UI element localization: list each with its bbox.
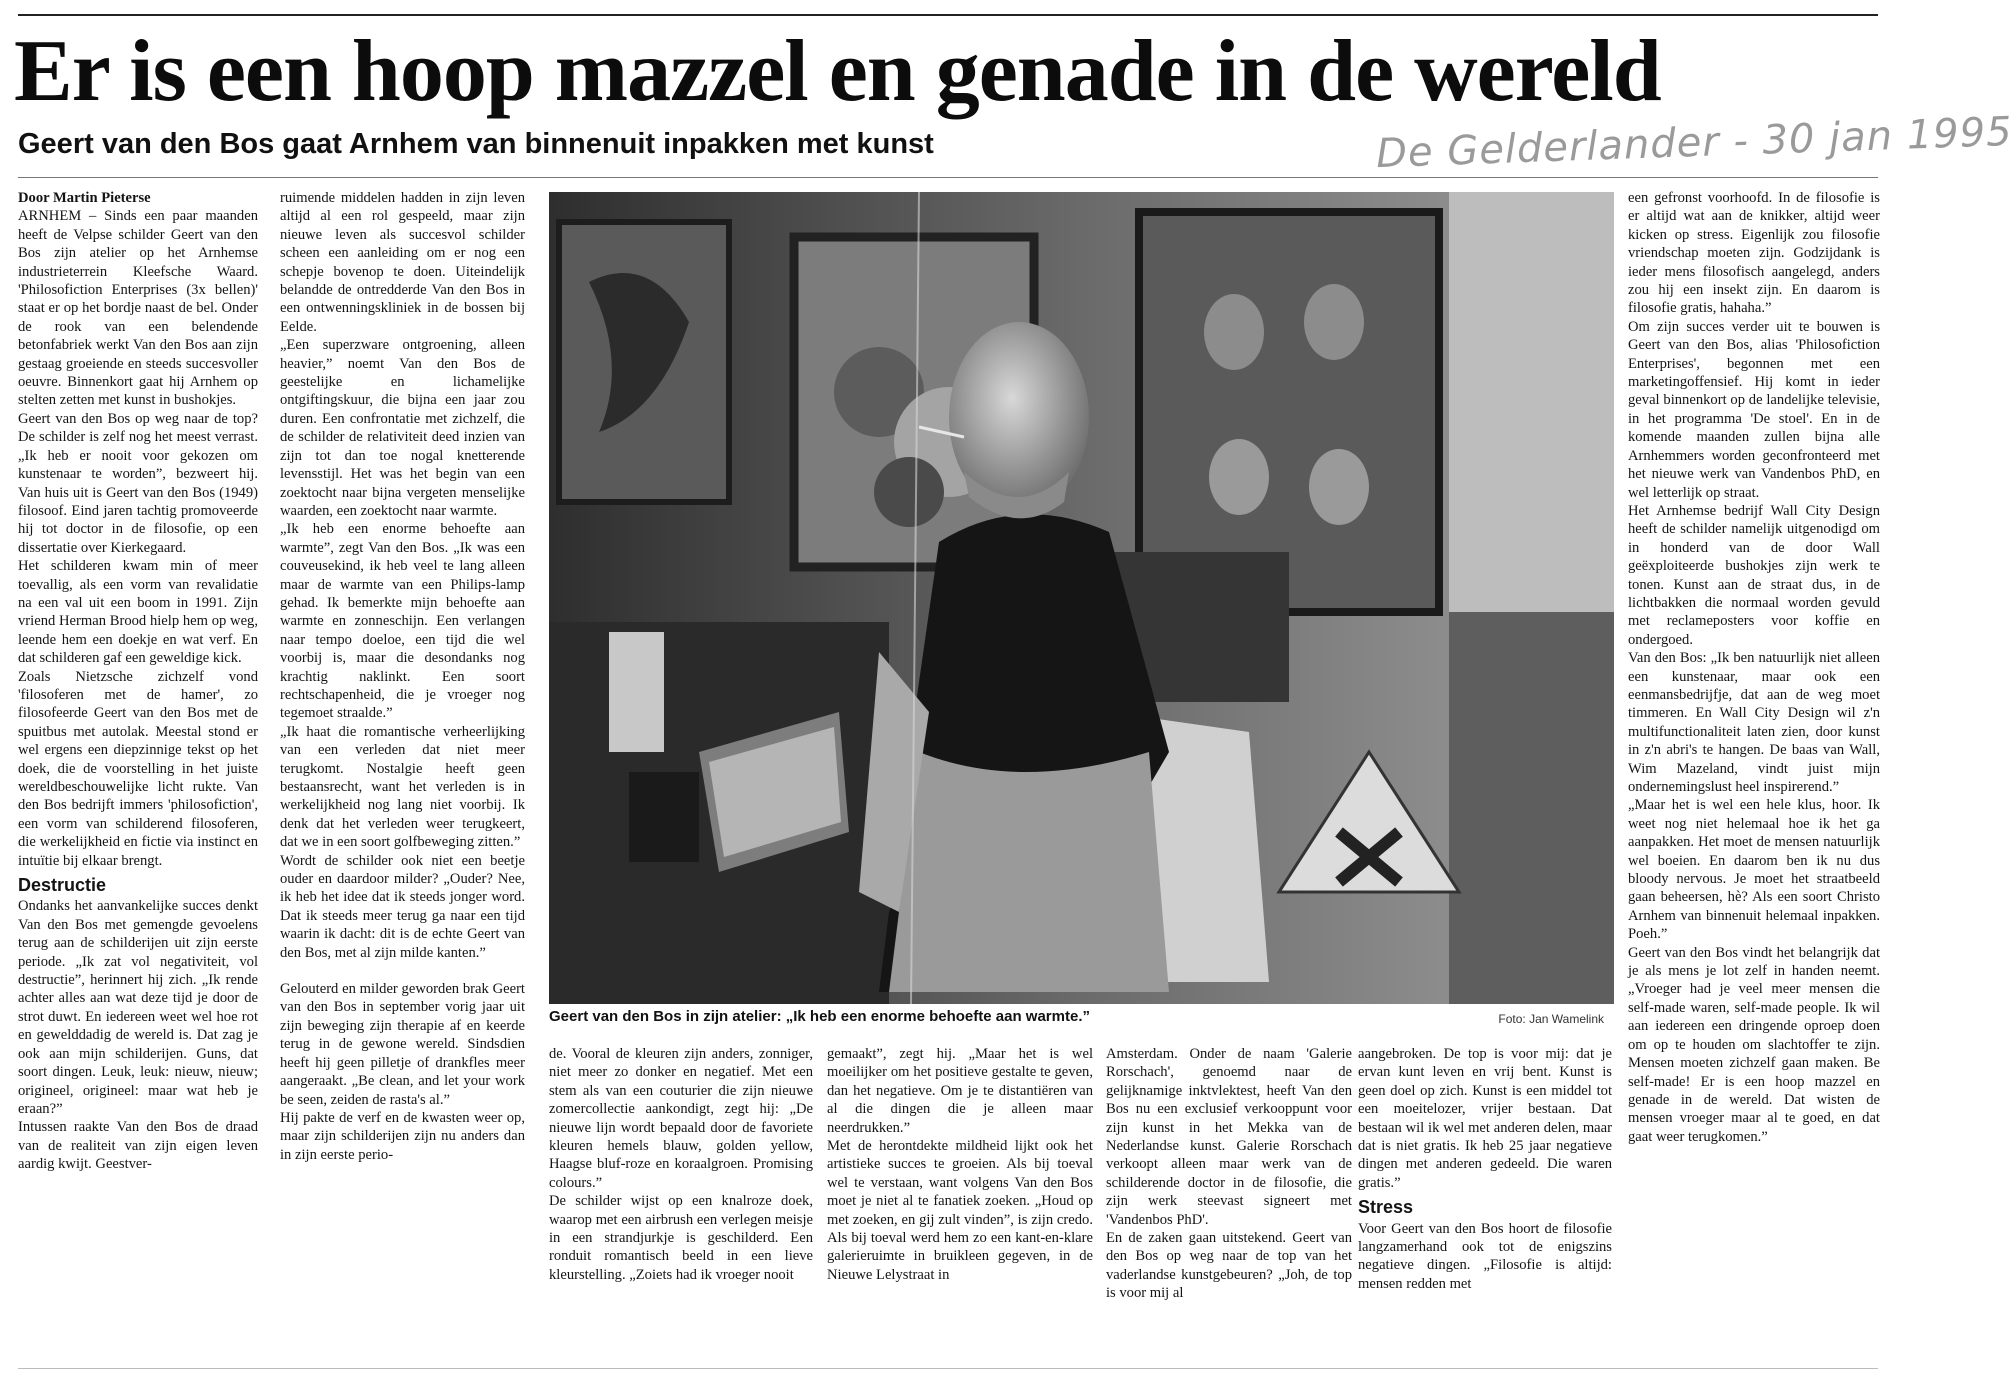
atelier-photo [549,192,1614,1004]
article-column-2 [280,189,525,1163]
top-rule [18,14,1878,16]
paragraph: Hij pakte de verf en de kwasten weer op, maar zijn schilderijen zijn nu anders dan in zijn eerste perio- [280,1109,525,1163]
section-heading-stress: Stress [1358,1197,1414,1218]
article-column-1 [18,189,258,1189]
bottom-rule [18,1368,1878,1369]
article-column-3 [1628,189,1880,1189]
paragraph: Geert van den Bos vindt het belangrijk dat je als mens je lot zelf in handen neemt. „Vroeger had je veel meer mensen die self-made waren, self-made people. Ik wil aan iedereen een dringende oproep doen om op te houden om slachtoffer te zijn. Mensen moeten zichzelf gaan maken. Be self-made! Er is een hoop mazzel en genade in de wereld. Dat wisten de mensen vroeger maar al te goed, en dat gaat weer terugkomen.” [1628,944,1880,1145]
paragraph: Zoals Nietzsche zichzelf vond 'filosoferen met de hamer', zo filosofeerde Geert van den Bos met de spuitbus met autolak. Meestal stond er wel ergens een diepzinnige tekst op het doek, die de voorstelling in het juiste wereldbeschouwelijke licht rukte. Van den Bos bedrijft immers 'philosofiction', een vorm van schilderend filosoferen, die werkelijkheid en fictie via instinct en intuïtie bij elkaar brengt. [18,668,258,869]
subheadline: Geert van den Bos gaat Arnhem van binnenuit inpakken met kunst [18,128,934,160]
headline: Er is een hoop mazzel en genade in de wereld [14,23,1661,120]
paragraph: aangebroken. De top is voor mij: dat je ervan kunt leven en vrij bent. Kunst is geen doel op zich. Kunst is een middel tot een moeitelozer, vrijer bestaan. Dat bestaan wil ik wel met anderen delen, maar dat is niet gratis. Ik heb 25 jaar negatieve dingen met anderen gedeeld. Die waren gratis.” [1358,1046,1612,1191]
photo-caption [549,1008,1614,1034]
article-column-4 [549,1045,813,1355]
photo-credit: Foto: Jan Wamelink [1498,1012,1604,1026]
paragraph: ARNHEM – Sinds een paar maanden heeft de Velpse schilder Geert van den Bos zijn atelier op het Arnhemse industrieterrein Kleefsche Waard. 'Philosofiction Enterprises (3x bellen)' staat er op het bordje naast de bel. Onder de rook van een belendende betonfabriek werkt Van den Bos aan zijn gestaag groeiende en steeds succesvoller oeuvre. Binnenkort gaat hij Arnhem op stelten zetten met kunst in bushokjes. [18,208,258,409]
paragraph: Met de herontdekte mildheid lijkt ook het artistieke succes te groeien. Als bij toeval wel te verstaan, want volgens Van den Bos moet je niet al te fanatiek zoeken. „Houd op met zoeken, en gij zult vinden”, is zijn credo. Als bij toeval werd hem zo een kant-en-klare galerieruimte in bruikleen gegeven, in de Nieuwe Lelystraat in [827,1138,1093,1283]
paragraph: Amsterdam. Onder de naam 'Galerie Rorschach', genoemd naar de gelijknamige inktvlektest, heeft Van den Bos nu een exclusief verkooppunt voor zijn kunst in het Mekka van de Nederlandse kunst. Galerie Rorschach verkoopt alleen maar werk van de schilderende doctor in de filosofie, die zijn werk steevast signeert met 'Vandenbos PhD'. [1106,1046,1352,1228]
header-rule [18,177,1878,178]
paragraph: Gelouterd en milder geworden brak Geert van den Bos in september vorig jaar uit zijn beweging zijn therapie af en keerde terug in de gewone wereld. Sindsdien heeft hij geen pilletje of drankfles meer aangeraakt. „Be clean, and let your work be seen, zeiden de rasta's al.” [280,981,525,1108]
byline: Door Martin Pieterse [18,190,151,206]
article-column-5 [827,1045,1093,1355]
paragraph: de. Vooral de kleuren zijn anders, zonniger, niet meer zo donker en negatief. Met een stem als van een couturier die zijn nieuwe zomercollectie aankondigt, zegt hij: „De nieuwe lijn wordt bepaald door de favoriete kleuren hemels blauw, golden yellow, Haagse bluf-roze en koraalgroen. Promising colours.” [549,1046,813,1191]
paragraph: Het Arnhemse bedrijf Wall City Design heeft de schilder namelijk uitgenodigd om in honderd van de door Wall geëxploiteerde bushokjes zijn werk te tonen. Kunst aan de straat dus, in de lichtbakken die normaal worden gevuld met reclameposters voor koffie en ondergoed. [1628,502,1880,648]
section-heading-destructie: Destructie [18,875,107,896]
article-column-7 [1358,1045,1612,1355]
paragraph: „Maar het is wel een hele klus, hoor. Ik weet nog niet helemaal hoe ik het ga aanpakken. Het moet de mensen natuurlijk wel boeien. En daarom ben ik nu dus bloody nervous. Je moet het straatbeeld gaan beheersen, hè? Als een soort Christo Arnhem van binnenuit helemaal inpakken. Poeh.” [1628,797,1880,943]
paragraph: gemaakt”, zegt hij. „Maar het is wel moeilijker om het positieve gestalte te geven, dan het negatieve. Om je te distantiëren van al die dingen die je alleen maar neerdrukken.” [827,1046,1093,1136]
paragraph: Van den Bos: „Ik ben natuurlijk niet alleen een kunstenaar, maar ook een eenmansbedrijfje, dat aan de weg moet timmeren. En Wall City Design wil z'n multifunctionaliteit laten zien, door kunst in z'n abri's te hangen. De baas van Wall, Wim Mazeland, vindt juist mijn ondernemingslust heel inspirerend.” [1628,650,1880,795]
paragraph: Geert van den Bos op weg naar de top? De schilder is zelf nog het meest verrast. „Ik heb er nooit voor gekozen om kunstenaar te worden”, bezweert hij. Van huis uit is Geert van den Bos (1949) filosoof. Eind jaren tachtig promoveerde hij tot doctor in de filosofie, op een dissertatie over Kierkegaard. [18,410,258,556]
handwritten-source-note: De Gelderlander - 30 jan 1995 [1375,108,2013,178]
paragraph: Om zijn succes verder uit te bouwen is Geert van den Bos, alias 'Philosofiction Enterprises', begonnen met een marketingoffensief. Hij komt in ieder geval binnenkort op de landelijke televisie, in het programma 'De stoel'. En in de komende maanden zullen bijna alle Arnhemmers worden geconfronteerd met het nieuwe werk van Vandenbos PhD, en wel letterlijk op straat. [1628,318,1880,501]
paragraph: „Ik heb een enorme behoefte aan warmte”, zegt Van den Bos. „Ik was een couveusekind, ik heb veel te lang alleen maar de warmte van een Philips-lamp gehad. Ik bemerkte mijn behoefte aan warmte en zonneschijn. Een verlangen naar tempo doeloe, een tijd die wel voorbij is, maar die desondanks nog krachtig naklinkt. Een soort rechtschapenheid, die je vroeger nog tegemoet straalde.” [280,521,525,722]
paragraph: Voor Geert van den Bos hoort de filosofie langzamerhand ook tot de enigszins negatieve dingen. „Filosofie is altijd: mensen redden met [1358,1220,1612,1292]
paragraph: Intussen raakte Van den Bos de draad van de realiteit van zijn eigen leven aardig kwijt. Geestver- [18,1119,258,1173]
paragraph: De schilder wijst op een knalroze doek, waarop met een airbrush een verlegen meisje in een strandjurkje is geschilderd. Een ronduit romantisch beeld in een lieve kleurstelling. „Zoiets had ik vroeger nooit [549,1193,813,1283]
article-column-6 [1106,1045,1352,1355]
paragraph: „Een superzware ontgroening, alleen heavier,” noemt Van den Bos de geestelijke en lichamelijke ontgiftingskuur, die bijna een jaar zou duren. Een confrontatie met zichzelf, die de schilder de relativiteit deed inzien van zijn tot dan toe nogal knetterende levensstijl. Het was het begin van een zoektocht naar bijna vergeten menselijke waarden, een zoektocht naar warmte. [280,337,525,519]
paragraph: „Ik haat die romantische verheerlijking van een verleden dat niet meer terugkomt. Nostalgie heeft geen bestaansrecht, want het verleden is in werkelijkheid nog lang niet voorbij. Ik denk dat het verleden weer terugkeert, dat we in een soort golfbeweging zitten.” [280,723,525,851]
paragraph: een gefronst voorhoofd. In de filosofie is er altijd wat aan de knikker, altijd weer kicken op stress. Eigenlijk zou filosofie vriendschap moeten zijn. Godzijdank is ieder mens filosofisch aangelegd, anders zou hij een insekt zijn. En daarom is filosofie gratis, hahaha.” [1628,190,1880,317]
paragraph: ruimende middelen hadden in zijn leven altijd al een rol gespeeld, maar zijn nieuwe leven als succesvol schilder scheen een aanleiding om er nog een schepje bovenop te doen. Uiteindelijk belandde de ontredderde Van den Bos in een ontwenningskliniek in de bossen bij Eelde. [280,190,525,335]
paragraph: Ondanks het aanvankelijke succes denkt Van den Bos met gemengde gevoelens terug aan de schilderijen uit zijn eerste periode. „Ik zat vol negativiteit, vol destructie”, herinnert hij zich. „Ik rende achter alles aan wat deze tijd je door de strot duwt. En iedereen weet wel hoe rot en gewelddadig de wereld is. Dat zag je ook aan mijn schilderijen. Guns, dat soort dingen. Leuk, leuk: nieuw, nieuw; origineel, origineel: maar wat heb je eraan?” [18,898,258,1117]
paragraph: Wordt de schilder ook niet een beetje ouder en daardoor milder? „Ouder? Nee, ik heb het idee dat ik steeds jonger word. Dat ik steeds meer terug ga naar een tijd waarin ik dacht: dit is de echte Geert van den Bos, met al zijn milde kanten.” [280,852,525,961]
caption-text: Geert van den Bos in zijn atelier: „Ik heb een enorme behoefte aan warmte.” [549,1008,1090,1025]
paragraph: Het schilderen kwam min of meer toevallig, als een vorm van revalidatie na een val uit een boom in 1991. Zijn vriend Herman Brood hielp hem op weg, leende hem een doekje en wat verf. En dat schilderen gaf een geweldige kick. [18,558,258,667]
painter-in-studio-image [549,192,1614,1004]
paragraph: En de zaken gaan uitstekend. Geert van den Bos op weg naar de top van het vaderlandse kunstgebeuren? „Joh, de top is voor mij al [1106,1230,1352,1302]
